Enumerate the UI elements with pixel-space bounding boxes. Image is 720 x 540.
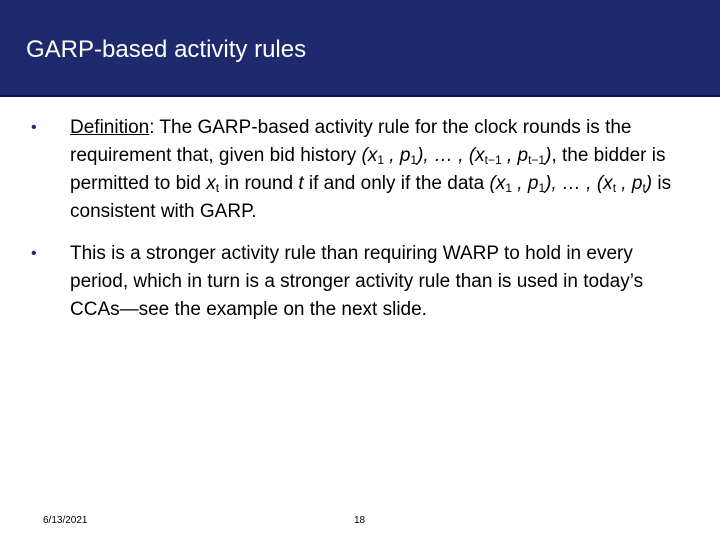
definition-text-3: in round <box>219 173 299 194</box>
formula-part: (x <box>489 173 506 194</box>
bullet-definition <box>31 114 696 226</box>
definition-text-2: , the bidder is permitted to bid <box>70 145 666 194</box>
formula-part: ) <box>545 145 552 166</box>
title-bar <box>0 0 720 97</box>
bullet-stronger-rule-text: This is a stronger activity rule than requiring WARP to hold in every period, which in turn is a stronger activity rule than is used in today’s CCAs—see the example on the next slide. <box>70 243 644 320</box>
formula-subscript: t−1 <box>484 153 502 167</box>
formula-subscript: 1 <box>505 181 513 195</box>
definition-intro: The GARP-based activity rule for the clock rounds is the requirement that, given bid history <box>70 117 632 166</box>
definition-term: Definition <box>70 117 150 138</box>
formula-subscript: t <box>215 181 220 195</box>
formula-subscript: 1 <box>538 181 546 195</box>
bid-variable <box>206 173 219 194</box>
formula-part: ), … , (x <box>545 173 613 194</box>
definition-text-5: is consistent with GARP. <box>70 173 672 222</box>
slide-number: 18 <box>354 515 366 526</box>
formula-part: , p <box>501 145 529 166</box>
formula-subscript: t−1 <box>528 153 546 167</box>
formula-subscript: t <box>612 181 617 195</box>
formula-part: , p <box>616 173 643 194</box>
bullet-dot-icon: • <box>31 119 37 136</box>
round-variable: t <box>298 173 304 194</box>
definition-colon: : <box>149 117 155 138</box>
footer-date: 6/13/2021 <box>43 515 88 526</box>
formula-subscript: 1 <box>410 153 418 167</box>
bid-history-formula <box>362 145 552 166</box>
definition-text-4: if and only if the data <box>303 173 490 194</box>
slide-body <box>31 114 696 324</box>
formula-part: (x <box>361 145 378 166</box>
formula-part: , p <box>512 173 539 194</box>
formula-part: x <box>206 173 216 194</box>
formula-part: , p <box>384 145 411 166</box>
bullet-dot-icon: • <box>31 245 37 262</box>
formula-part: ) <box>645 173 653 194</box>
formula-subscript: 1 <box>377 153 385 167</box>
data-formula <box>490 173 653 194</box>
slide-title: GARP-based activity rules <box>26 36 307 63</box>
formula-subscript: t <box>642 181 646 195</box>
formula-part: ), … , (x <box>417 145 485 166</box>
bullet-stronger-rule <box>31 240 696 324</box>
